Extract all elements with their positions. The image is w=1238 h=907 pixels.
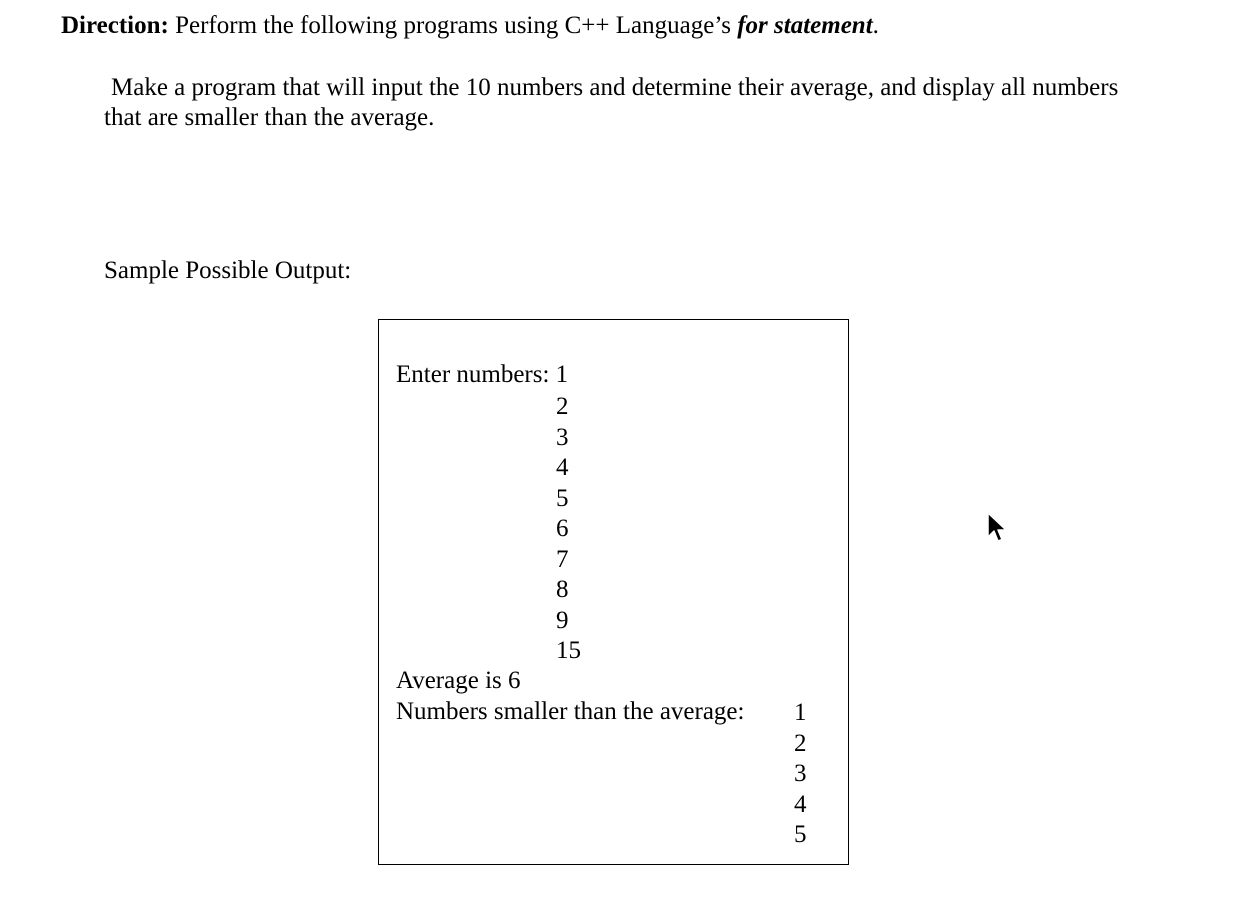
direction-emphasis: for statement (737, 12, 873, 39)
enter-numbers-prompt: Enter numbers: 1 (396, 361, 569, 388)
input-number: 7 (556, 545, 569, 573)
mouse-pointer-icon (986, 512, 1010, 544)
smaller-number: 3 (794, 760, 807, 787)
input-number: 9 (556, 606, 569, 634)
input-number: 15 (556, 637, 581, 664)
sample-output-box (378, 319, 849, 865)
input-number: 2 (556, 393, 569, 420)
task-description: Make a program that will input the 10 numbers and determine their average, and display all numbers that are smaller than the average. (104, 74, 1119, 131)
input-number: 5 (556, 484, 569, 512)
smaller-number: 5 (794, 821, 807, 848)
average-line: Average is 6 (396, 667, 521, 694)
smaller-numbers-list (794, 698, 807, 851)
sample-output-label: Sample Possible Output: (104, 257, 352, 284)
direction-line (61, 9, 879, 43)
input-number: 4 (556, 454, 569, 481)
direction-end: . (872, 12, 879, 39)
input-number: 8 (556, 576, 569, 603)
input-number: 6 (556, 515, 569, 542)
input-number: 3 (556, 423, 569, 451)
smaller-numbers-label: Numbers smaller than the average: (396, 698, 745, 725)
input-numbers-list (556, 392, 581, 667)
smaller-number: 4 (794, 790, 807, 818)
direction-label: Direction: (61, 12, 169, 39)
smaller-number: 2 (794, 729, 807, 757)
direction-text: Perform the following programs using C++ Language’s (168, 12, 738, 39)
smaller-number: 1 (794, 699, 807, 726)
